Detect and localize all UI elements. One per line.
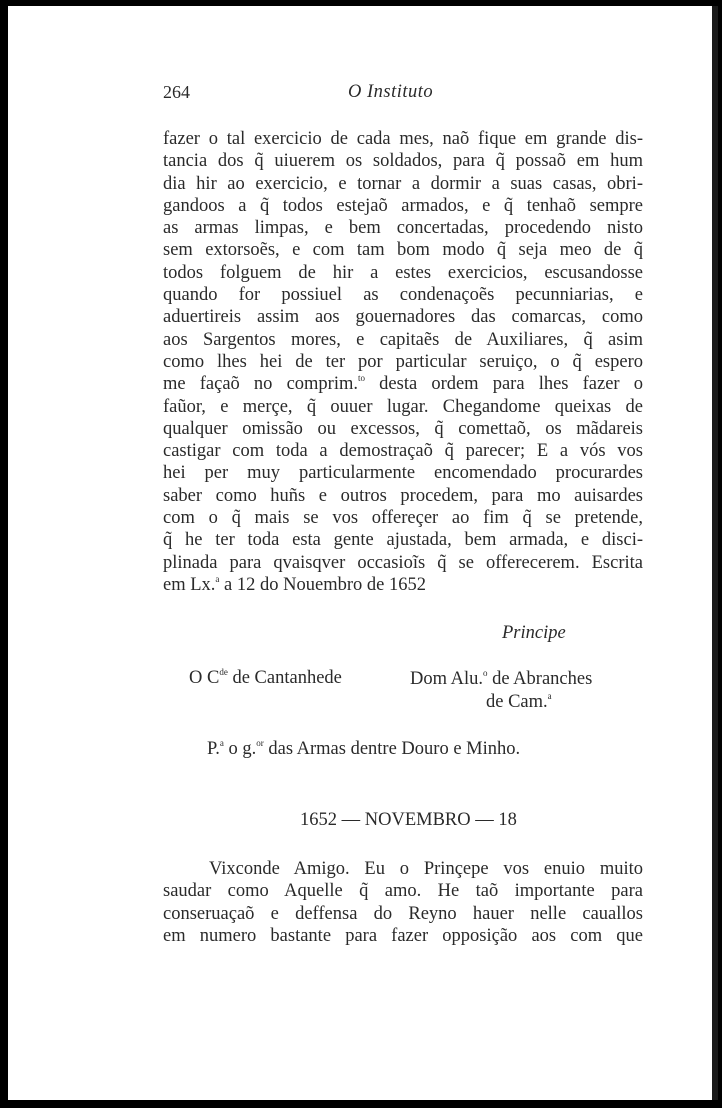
text-line: as armas limpas, e bem concertadas, procedendo nisto <box>163 218 643 239</box>
text-line: q̃ he ter toda esta gente ajustada, bem armada, e disci- <box>163 530 643 551</box>
page-number: 264 <box>163 82 190 102</box>
text-line: saber como huñs e outros procedem, para mo auisardes <box>163 485 643 506</box>
text-line: saudar como Aquelle q̃ amo. He taõ importante para <box>163 881 643 902</box>
text-line: sem extorsoẽs, e com tam bom modo q̃ seja meo de q̃ <box>163 240 643 261</box>
text-line: fazer o tal exercicio de cada mes, naõ fique em grande dis- <box>163 129 643 149</box>
page-header <box>8 82 714 112</box>
superscript: a <box>219 738 224 748</box>
text-segment: de Cantanhede <box>227 668 342 688</box>
text-line: plinada para qvaisqver occasioĩs q̃ se offerecerem. Escrita <box>163 552 643 573</box>
text-segment: Dom Alu. <box>410 669 483 689</box>
letter-2-body <box>163 858 643 947</box>
text-line: com o q̃ mais se vos offereçer ao fim q̃ se pretende, <box>163 508 643 529</box>
signature-principe: Principe <box>502 623 566 643</box>
text-line <box>163 574 643 596</box>
text-line <box>163 373 643 395</box>
document-page <box>8 6 714 1100</box>
scan-edge <box>712 6 718 1100</box>
signature-right-line-1 <box>410 668 592 691</box>
text-segment: das Armas dentre Douro e Minho. <box>263 739 521 759</box>
signature-right <box>410 668 592 714</box>
text-segment: me façaõ no comprim. <box>163 374 358 395</box>
superscript: or <box>256 738 264 748</box>
text-line: conseruaçaõ e deffensa do Reyno hauer nelle cauallos <box>163 903 643 924</box>
letter-1-body <box>163 128 643 596</box>
recipient-address <box>207 739 520 760</box>
text-segment: desta ordem para lhes fazer o <box>365 374 643 395</box>
text-segment: de Cam. <box>486 692 548 712</box>
text-line: Vixconde Amigo. Eu o Prinçepe vos enuio muito <box>209 859 643 879</box>
text-line: hei per muy particularmente encomendado procurardes <box>163 463 643 484</box>
text-segment: de Abranches <box>487 669 593 689</box>
superscript: o <box>482 668 488 678</box>
date-heading: 1652 — NOVEMBRO — 18 <box>300 810 517 830</box>
superscript: to <box>358 373 366 384</box>
superscript: a <box>215 573 220 584</box>
text-segment: P. <box>207 739 220 759</box>
signature-right-line-2 <box>410 691 592 714</box>
text-line: como lhes hei de ter por particular seruiço, o q̃ espero <box>163 351 643 372</box>
text-line: dia hir ao exercicio, e tornar a dormir a suas casas, obri- <box>163 173 643 194</box>
text-line: tancia dos q̃ uiuerem os soldados, para q̃ possaõ em hum <box>163 151 643 172</box>
text-line: qualquer omissão ou excessos, q̃ comettaõ, os mãdareis <box>163 418 643 439</box>
text-line: todos folguem de hir a estes exercicios, escusandosse <box>163 262 643 283</box>
text-line: gandoos a q̃ todos estejaõ armados, e q̃ tenhaõ sempre <box>163 195 643 216</box>
text-segment: a 12 do Nouembro de 1652 <box>219 574 426 595</box>
text-segment: em Lx. <box>163 574 216 595</box>
text-line: castigar com toda a demostraçaõ q̃ parecer; E a vós vos <box>163 441 643 462</box>
text-segment: o g. <box>223 739 257 759</box>
signature-left <box>189 668 342 689</box>
running-title: O Instituto <box>348 82 434 102</box>
text-line: faũor, e merçe, q̃ ouuer lugar. Chegandome queixas de <box>163 396 643 417</box>
text-line: quando for possiuel as condenaçoẽs pecunniarias, e <box>163 285 643 306</box>
text-line: em numero bastante para fazer opposição aos com que <box>163 925 643 946</box>
text-line: aos Sargentos mores, e capitaẽs de Auxiliares, q̃ asim <box>163 329 643 350</box>
superscript: a <box>547 691 552 701</box>
text-segment: O C <box>189 668 220 688</box>
text-line: aduertireis assim aos gouernadores das comarcas, como <box>163 307 643 328</box>
superscript: de <box>219 667 228 677</box>
